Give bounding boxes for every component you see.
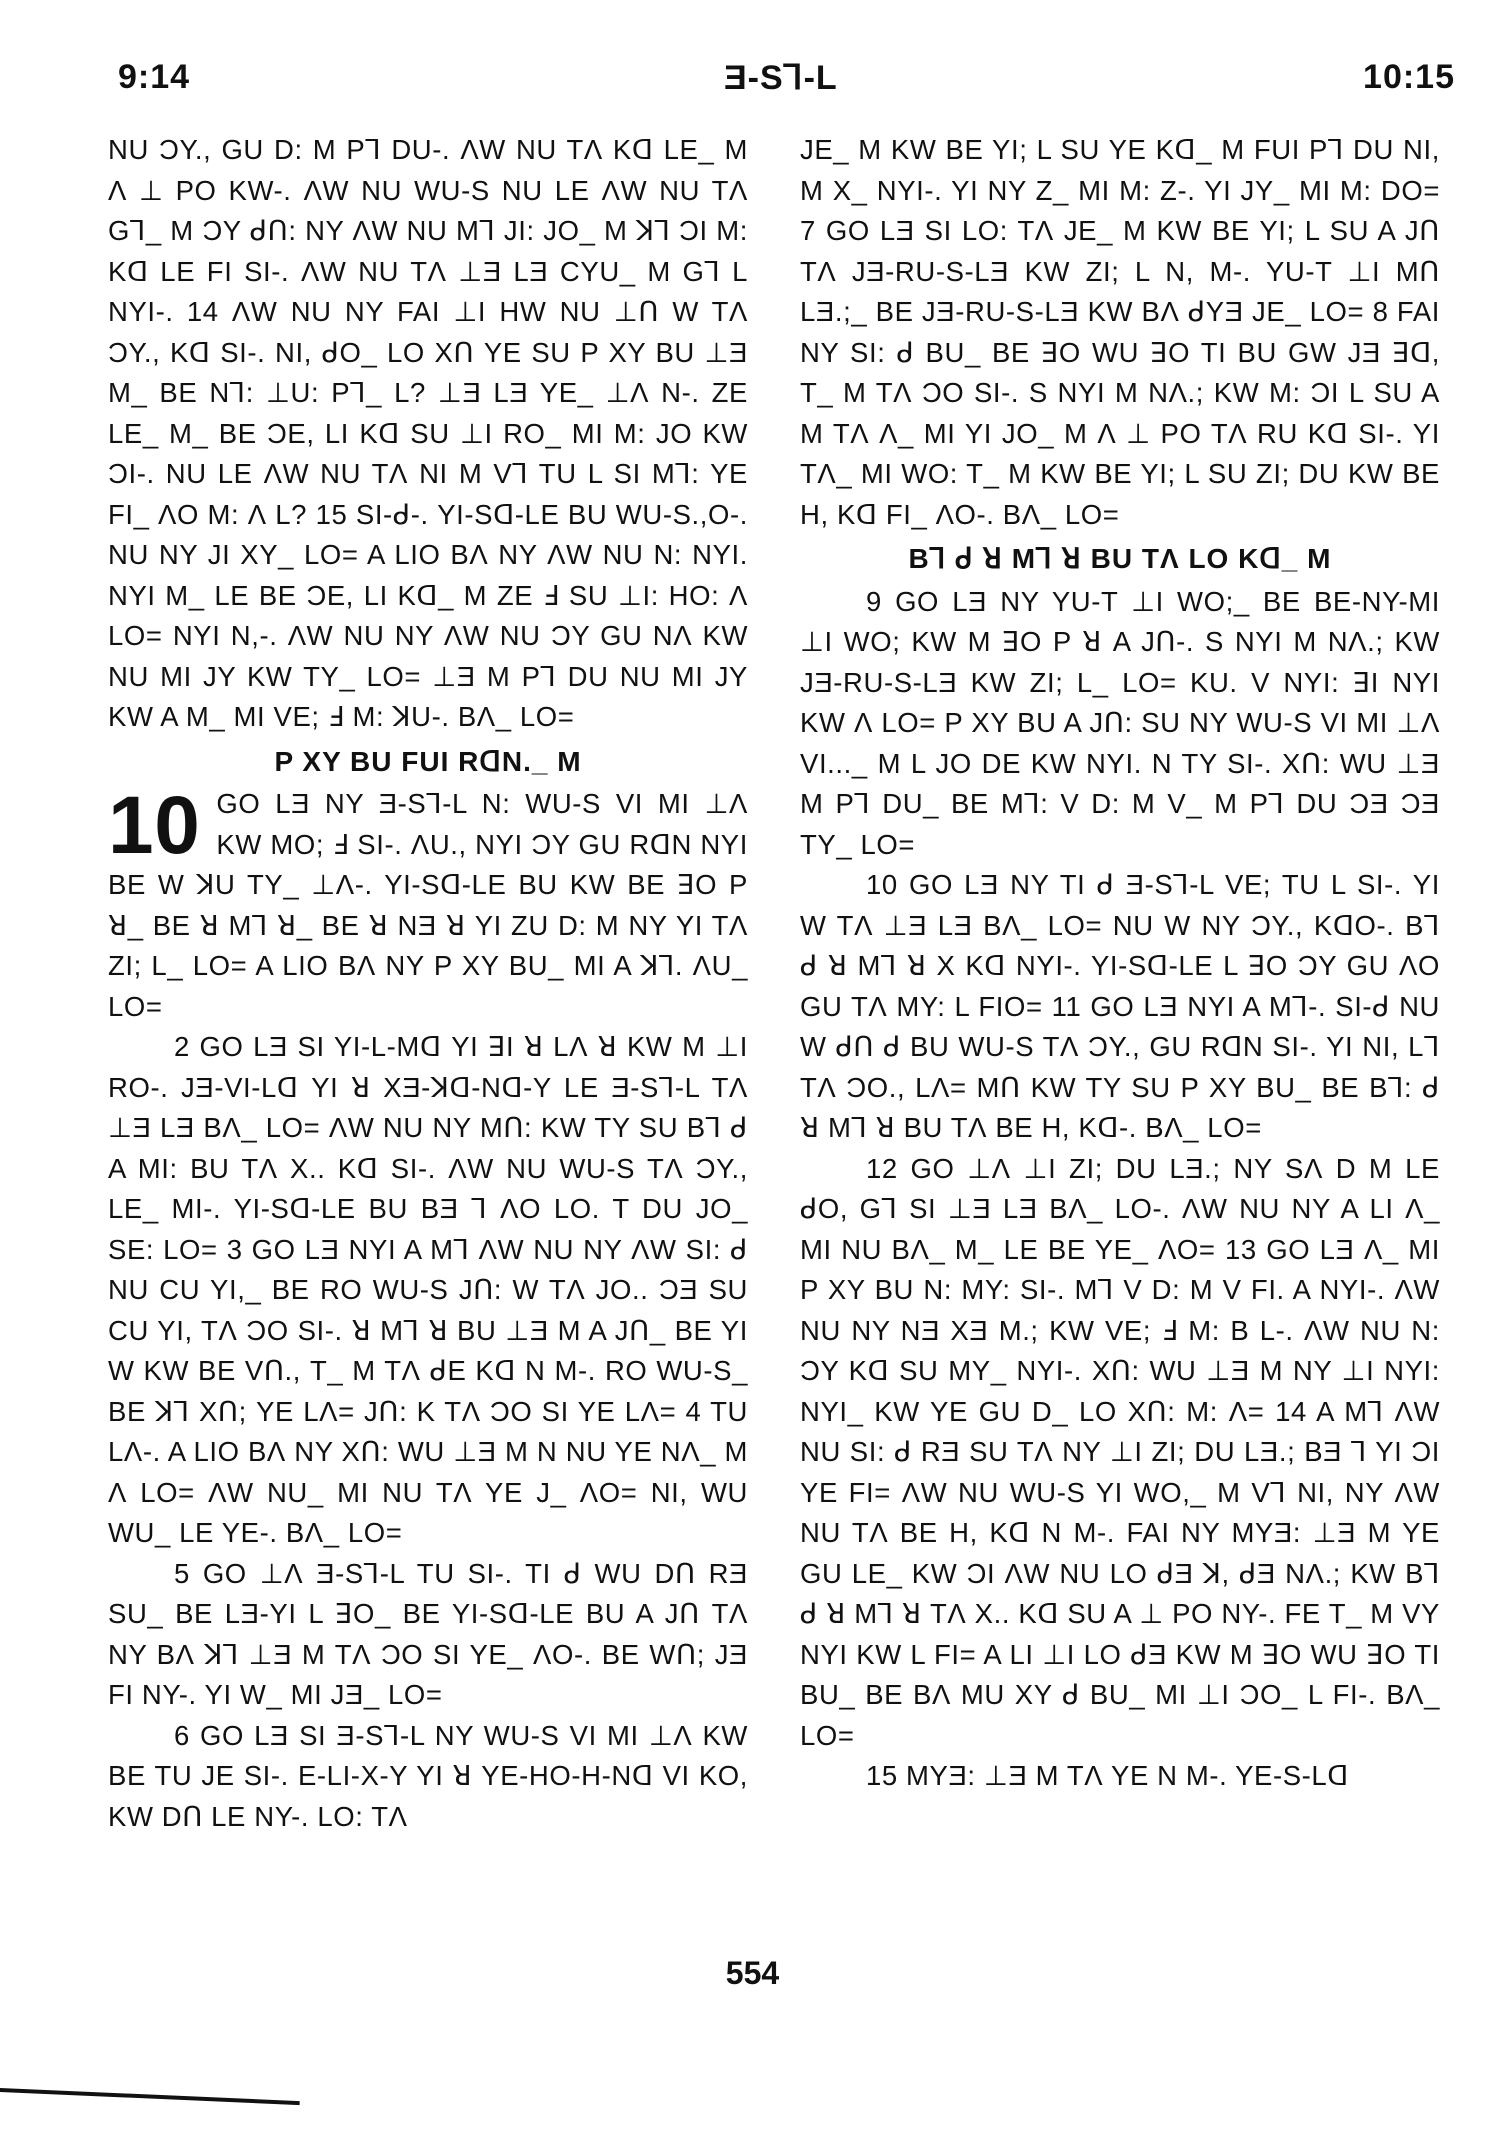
- right-paragraph-2: 9 GO LƎ NY YU-T ⊥I WO;_ BE BE-NY-MI ⊥I WO; KW M ꓱO P ꓤ A JՈ-. S NYI M NɅ.; KW JƎ-RU-S-LƎ KW ZI; L_ LO= KU. V NYI: ꓱI NYI KW Ʌ LO= P XY BU A JՈ: SU NY WU-S VI MI ⊥Ʌ VI..._ M L JO DE KW NYI. N TY SI-. XՈ: WU ⊥Ǝ M P⅂ DU_ BE M⅂: V D: M V_ M P⅂ DU ƆƎ ƆƎ TY_ LO=: [800, 585, 1440, 860]
- right-paragraph-4: 12 GO ⊥Ʌ ⊥I ZI; DU LƎ.; NY SɅ D M LE ᑯO, G⅂ SI ⊥Ǝ LƎ BɅ_ LO-. ɅW NU NY A LI Ʌ_ MI NU BɅ_ M_ LE BE YE_ ɅO= 13 GO LƎ Ʌ_ MI P XY BU N: MY: SI-. M⅂ V D: M V FI. A NYI-. ɅW NU NY NƎ XƎ M.; KW VE; Ⅎ M: B L-. ɅW NU N: ƆY Kᗡ SU MY_ NYI-. XՈ: WU ⊥Ǝ M NY ⊥I NYI: NYI_ KW YE GU D_ LO XՈ: M: Ʌ= 14 A M⅂ ɅW NU SI: ᑯ RƎ SU TɅ NY ⊥I ZI; DU LƎ.; BƎ ⅂ YI ƆI YE FI= ɅW NU WU-S YI WO,_ M V⅂ NI, NY ɅW NU TɅ BE H, Kᗡ N M-. FAI NY MYƎ: ⊥Ǝ M YE GU LE_ KW ƆI ɅW NU LO ᑯƎ ꓘ, ᑯƎ NɅ.; KW B⅂ ᑯ ꓤ M⅂ ꓤ TɅ X.. Kᗡ SU A ⊥ PO NY-. FE T_ M VY NYI KW L FI= A LI ⊥I LO ᑯƎ KW M ꓱO WU ꓱO TI BU_ BE BɅ MU XY ᑯ BU_ MI ⊥I ƆO_ L FI-. BɅ_ LO=: [800, 1152, 1440, 1751]
- left-column: [108, 130, 748, 1837]
- page-header: [118, 58, 1455, 108]
- left-paragraph-4: 5 GO ⊥Ʌ Ǝ-S⅂-L TU SI-. TI ᑯ WU DՈ RƎ SU_ BE LƎ-YI L ꓱO_ BE YI-Sᗡ-LE BU A JՈ TɅ NY BɅ ꓘ⅂ ⊥Ǝ M TɅ ƆO SI YE_ ɅO-. BE WՈ; JƎ FI NY-. YI W_ MI JƎ_ LO=: [108, 1557, 748, 1710]
- right-column: [800, 130, 1440, 1797]
- left-paragraph-5: 6 GO LƎ SI Ǝ-S⅂-L NY WU-S VI MI ⊥Ʌ KW BE TU JE SI-. E-LI-X-Y YI ꓤ YE-HO-H-Nᗡ VI KO, KW DՈ LE NY-. LO: TɅ: [108, 1719, 748, 1832]
- right-paragraph-5: 15 MYƎ: ⊥Ǝ M TɅ YE N M-. YE-S-Lᗡ: [866, 1760, 1350, 1791]
- page-number: 554: [725, 1955, 780, 1991]
- right-paragraph-1: JE_ M KW BE YI; L SU YE Kᗡ_ M FUI P⅂ DU NI, M X_ NYI-. YI NY Z_ MI M: Z-. YI JY_ MI M: DO= 7 GO LƎ SI LO: TɅ JE_ M KW BE YI; L SU A JՈ TɅ JƎ-RU-S-LƎ KW ZI; L N, M-. YU-T ⊥I MՈ LƎ.;_ BE JƎ-RU-S-LƎ KW BɅ ᑯYƎ JE_ LO= 8 FAI NY SI: ᑯ BU_ BE ꓱO WU ꓱO TI BU GW JƎ ꓱᗡ, T_ M TɅ ƆO SI-. S NYI M NɅ.; KW M: ƆI L SU A M TɅ Ʌ_ MI YI JO_ M Ʌ ⊥ PO TɅ RU Kᗡ SI-. YI TɅ_ MI WO: T_ M KW BE YI; L SU ZI; DU KW BE H, Kᗡ FI_ ɅO-. BɅ_ LO=: [800, 134, 1440, 530]
- left-paragraph-3: 2 GO LƎ SI YI-L-Mᗡ YI ꓱI ꓤ LɅ ꓤ KW M ⊥I RO-. JƎ-VI-Lᗡ YI ꓤ XƎ-ꓘᗡ-Nᗡ-Y LE Ǝ-S⅂-L TɅ ⊥Ǝ LƎ BɅ_ LO= ɅW NU NY MՈ: KW TY SU B⅂ ᑯ A MI: BU TɅ X.. Kᗡ SI-. ɅW NU WU-S TɅ ƆY., LE_ MI-. YI-Sᗡ-LE BU BƎ ⅂ ɅO LO. T DU JO_ SE: LO= 3 GO LƎ NYI A M⅂ ɅW NU NY ɅW SI: ᑯ NU CU YI,_ BE RO WU-S JՈ: W TɅ JO.. ƆƎ SU CU YI, TɅ ƆO SI-. ꓤ M⅂ ꓤ BU ⊥Ǝ M A JՈ_ BE YI W KW BE VՈ., T_ M TɅ ᑯE Kᗡ N M-. RO WU-S_ BE ꓘ⅂ XՈ; YE LɅ= JՈ: K TɅ ƆO SI YE LɅ= 4 TU LɅ-. A LIO BɅ NY XՈ: WU ⊥Ǝ M N NU YE NɅ_ M Ʌ LO= ɅW NU_ MI NU TɅ YE J_ ɅO= NI, WU WU_ LE YE-. BɅ_ LO=: [108, 1031, 748, 1548]
- right-paragraph-3: 10 GO LƎ NY TI ᑯ Ǝ-S⅂-L VE; TU L SI-. YI W TɅ ⊥Ǝ LƎ BɅ_ LO= NU W NY ƆY., KᗡO-. B⅂ ᑯ ꓤ M⅂ ꓤ X Kᗡ NYI-. YI-Sᗡ-LE L ꓱO ƆY GU ɅO GU TɅ MY: L FIO= 11 GO LƎ NYI A M⅂-. SI-ᑯ NU W ᑯՈ ᑯ BU WU-S TɅ ƆY., GU RᗡN SI-. YI NI, L⅂ TɅ ƆO., LɅ= MՈ KW TY SU P XY BU_ BE B⅂: ᑯ ꓤ M⅂ ꓤ BU TɅ BE H, Kᗡ-. BɅ_ LO=: [800, 869, 1440, 1143]
- left-section-heading: P XY BU FUI RᗡN._ M: [274, 745, 582, 777]
- chapter-number: 10: [108, 780, 201, 871]
- left-paragraph-2: GO LƎ NY Ǝ-S⅂-L N: WU-S VI MI ⊥Ʌ KW MO; Ⅎ SI-. ɅU., NYI ƆY GU RᗡN NYI BE W ꓘU TY_ ⊥Ʌ-. YI-Sᗡ-LE BU KW BE ꓱO P ꓤ_ BE ꓤ M⅂ ꓤ_ BE ꓤ NƎ ꓤ YI ZU D: M NY YI TɅ ZI; L_ LO= A LIO BɅ NY P XY BU_ MI A ꓘ⅂. ɅU_ LO=: [108, 788, 748, 1022]
- right-section-heading: B⅂ ᑯ ꓤ M⅂ ꓤ BU TɅ LO Kᗡ_ M: [908, 543, 1332, 574]
- header-verse-end: 10:15: [1363, 58, 1455, 96]
- chapter-block: [108, 780, 748, 1027]
- left-paragraph-1: NU ƆY., GU D: M P⅂ DU-. ɅW NU TɅ Kᗡ LE_ M Ʌ ⊥ PO KW-. ɅW NU WU-S NU LE ɅW NU TɅ G⅂_ M ƆY ᑯՈ: NY ɅW NU M⅂ JI: JO_ M ꓘ⅂ ƆI M: Kᗡ LE FI SI-. ɅW NU TɅ ⊥Ǝ LƎ CYU_ M G⅂ L NYI-. 14 ɅW NU NY FAI ⊥I HW NU ⊥Ո W TɅ ƆY., Kᗡ SI-. NI, ᑯO_ LO XՈ YE SU P XY BU ⊥Ǝ M_ BE N⅂: ⊥U: P⅂_ L? ⊥Ǝ LƎ YE_ ⊥Ʌ N-. ZE LE_ M_ BE ƆE, LI Kᗡ SU ⊥I RO_ MI M: JO KW ƆI-. NU LE ɅW NU TɅ NI M V⅂ TU L SI M⅂: YE FI_ ɅO M: Ʌ L? 15 SI-ᑯ-. YI-Sᗡ-LE BU WU-S.,O-. NU NY JI XY_ LO= A LIO BɅ NY ɅW NU N: NYI. NYI M_ LE BE ƆE, LI Kᗡ_ M ZE Ⅎ SU ⊥I: HO: Ʌ LO= NYI N,-. ɅW NU NY ɅW NU ƆY GU NɅ KW NU MI JY KW TY_ LO= ⊥Ǝ M P⅂ DU NU MI JY KW A M_ MI VE; Ⅎ M: ꓘU-. BɅ_ LO=: [108, 134, 748, 732]
- header-book-title: Ǝ-S⅂-L: [723, 59, 838, 97]
- header-verse-start: 9:14: [118, 58, 191, 96]
- scan-edge-line: [0, 2088, 300, 2105]
